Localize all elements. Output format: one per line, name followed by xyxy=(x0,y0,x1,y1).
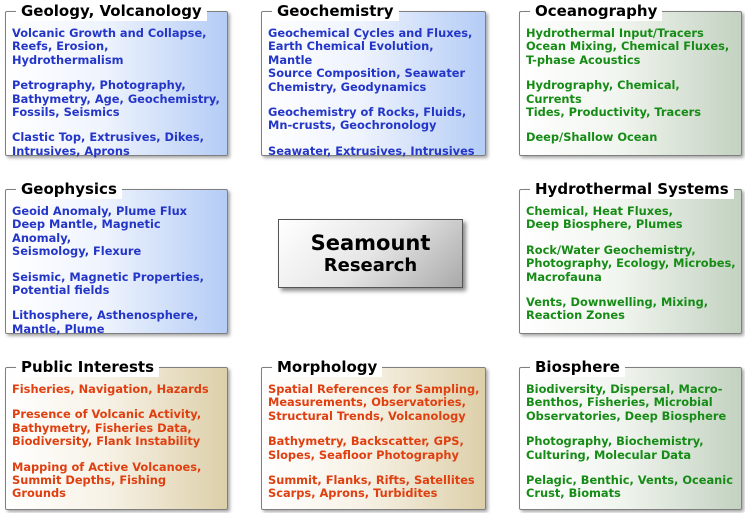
topic-entry: Pelagic, Benthic, Vents, Oceanic Crust, Biomats xyxy=(526,473,733,501)
panel-morphology xyxy=(261,358,486,510)
center-box-seamount-research xyxy=(278,219,463,288)
topic-entry: Clastic Top, Extrusives, Dikes, Intrusives, Aprons xyxy=(12,130,204,158)
topic-entry: Hydrography, Chemical, Currents Tides, Productivity, Tracers xyxy=(526,78,702,120)
topic-entry: Seawater, Extrusives, Intrusives xyxy=(268,143,475,158)
topic-entry: Photography, Biochemistry, Culturing, Molecular Data xyxy=(526,434,704,462)
topic-entry: Petrography, Photography, Bathymetry, Age, Geochemistry, Fossils, Seismics xyxy=(12,78,220,120)
topic-entry: Seismic, Magnetic Properties, Potential fields xyxy=(12,269,204,298)
topic-entry: Geochemical Cycles and Fluxes, Earth Chemical Evolution, Mantle Source Composition, Seawater Chemistry, Geodynamics xyxy=(268,26,473,94)
panel-entries xyxy=(526,383,737,513)
topic-entry: Mapping of Active Volcanoes, Summit Depths, Fishing Grounds xyxy=(12,459,202,501)
panel-geology-volcanology xyxy=(5,2,228,158)
panel-hydrothermal-systems xyxy=(519,180,742,334)
topic-entry: Bathymetry, Backscatter, GPS, Slopes, Seafloor Photography xyxy=(268,434,464,462)
panel-oceanography xyxy=(519,2,742,156)
topic-entry: Geochemistry of Rocks, Fluids, Mn-crusts, Geochronology xyxy=(268,105,467,133)
topic-entry: Geoid Anomaly, Plume Flux Deep Mantle, Magnetic Anomaly, Seismology, Flexure xyxy=(12,204,188,259)
panel-title: Public Interests xyxy=(16,357,159,377)
topic-entry: Fisheries, Navigation, Hazards xyxy=(12,382,209,396)
panel-title: Hydrothermal Systems xyxy=(530,179,734,199)
center-title-line1: Seamount xyxy=(310,230,431,255)
topic-entry: Volcanic Growth and Collapse, Reefs, Erosion, Hydrothermalism xyxy=(12,26,207,67)
center-title-line2: Research xyxy=(323,254,418,276)
panel-entries xyxy=(526,205,737,335)
panel-title: Biosphere xyxy=(530,357,625,377)
panel-entries xyxy=(268,383,481,513)
panel-geochemistry xyxy=(261,2,486,158)
panel-entries xyxy=(12,383,223,513)
panel-entries xyxy=(12,27,223,170)
panel-title: Oceanography xyxy=(530,1,662,21)
topic-entry: Rock/Water Geochemistry, Photography, Ecology, Microbes, Macrofauna xyxy=(526,242,736,284)
topic-entry: Hydrothermal Input/Tracers Ocean Mixing, Chemical Fluxes, T-phase Acoustics xyxy=(526,26,730,67)
topic-entry: Summit, Flanks, Rifts, Satellites Scarps, Aprons, Turbidites xyxy=(268,473,475,501)
panel-public-interests xyxy=(5,358,228,510)
panel-title: Geophysics xyxy=(16,179,122,199)
topic-entry: Vents, Downwelling, Mixing, Reaction Zones xyxy=(526,295,709,323)
topic-entry: Presence of Volcanic Activity, Bathymetry, Fisheries Data, Biodiversity, Flank Instability xyxy=(12,407,202,449)
panel-title: Geology, Volcanology xyxy=(16,1,207,21)
panel-title: Morphology xyxy=(272,357,382,377)
topic-entry: Lithosphere, Asthenosphere, Mantle, Plume xyxy=(12,308,199,336)
panel-entries xyxy=(526,27,737,157)
panel-geophysics xyxy=(5,180,228,336)
topic-entry: Chemical, Heat Fluxes, Deep Biosphere, Plumes xyxy=(526,204,683,232)
panel-biosphere xyxy=(519,358,742,510)
panel-entries xyxy=(268,27,481,170)
topic-entry: Biodiversity, Dispersal, Macro- Benthos, Fisheries, Microbial Observatories, Deep Biosphere xyxy=(526,382,727,423)
topic-entry: Spatial References for Sampling, Measurements, Observatories, Structural Trends, Volcanology xyxy=(268,382,480,423)
topic-entry: Deep/Shallow Ocean xyxy=(526,130,658,145)
panel-title: Geochemistry xyxy=(272,1,399,21)
panel-entries xyxy=(12,205,223,348)
